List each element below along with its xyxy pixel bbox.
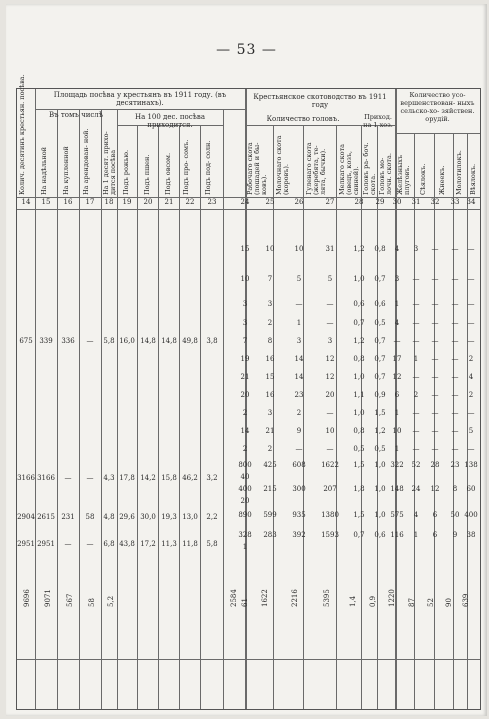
table-cell: 3 [242, 300, 248, 308]
table-cell: 8 [452, 485, 458, 493]
table-cell: — [451, 300, 459, 308]
table-cell: 60 [466, 485, 476, 493]
table-cell: 0,8 [374, 245, 386, 253]
table-cell: 30,0 [140, 513, 156, 521]
table-cell: — [467, 409, 475, 417]
table-cell: 2 [468, 391, 474, 399]
header-per-100: На 100 дес. посѣва приходится. [134, 113, 206, 129]
table-cell: 10 [240, 275, 250, 283]
totals-cell: 58 [88, 598, 96, 607]
column-number: 21 [164, 198, 174, 206]
statistics-table [16, 74, 481, 710]
table-cell: 0,7 [374, 373, 386, 381]
table-cell: 3 [267, 409, 273, 417]
table-cell: 40 [240, 473, 250, 481]
table-cell: — [412, 275, 420, 283]
table-cell: 3 [394, 275, 400, 283]
table-cell: 12 [430, 485, 440, 493]
table-cell: 14,8 [161, 337, 177, 345]
table-cell: — [326, 300, 334, 308]
column-number: 25 [265, 198, 275, 206]
table-cell: 2 [413, 391, 419, 399]
table-cell: 575 [390, 511, 404, 519]
table-cell: 336 [61, 337, 75, 345]
column-number: 30 [392, 198, 402, 206]
table-cell: 17,2 [140, 540, 156, 548]
table-cell: 400 [464, 511, 478, 519]
document-page [6, 4, 487, 716]
table-cell: 0,7 [374, 337, 386, 345]
table-cell: 0,6 [353, 300, 365, 308]
table-cell: — [451, 275, 459, 283]
header-sunflower: Подъ под- солн. [204, 140, 212, 195]
header-per-tithe: На 1 десят. прихо- дится посѣва [102, 131, 117, 195]
column-number: 31 [411, 198, 421, 206]
table-cell: — [467, 319, 475, 327]
table-cell: 1,5 [353, 461, 365, 469]
table-cell: 14,8 [140, 337, 156, 345]
header-oats: Подъ овсом. [164, 152, 172, 195]
header-reapers: Жнеекъ. [438, 165, 446, 195]
table-cell: 0,6 [374, 300, 386, 308]
table-cell: 23 [294, 391, 304, 399]
column-number: 28 [354, 198, 364, 206]
table-cell: — [467, 300, 475, 308]
table-cell: 14,2 [140, 474, 156, 482]
header-millet: Подъ про- сомъ. [182, 139, 190, 195]
table-cell: 2951 [17, 540, 35, 548]
table-cell: — [86, 474, 94, 482]
table-cell: 400 [238, 485, 252, 493]
table-cell: 2904 [17, 513, 35, 521]
column-number: 34 [466, 198, 476, 206]
totals-cell: 0,9 [369, 595, 377, 607]
table-cell: 2 [242, 409, 248, 417]
table-cell: — [451, 391, 459, 399]
header-seeders: Сѣялокъ. [419, 163, 427, 195]
table-cell: 9 [452, 531, 458, 539]
table-cell: 138 [464, 461, 478, 469]
table-cell: 300 [292, 485, 306, 493]
table-cell: 3 [267, 300, 273, 308]
totals-cell: 9696 [23, 589, 31, 607]
table-cell: 20 [325, 391, 335, 399]
table-cell: 1,0 [353, 409, 365, 417]
table-cell: 3 [327, 337, 333, 345]
table-cell: 2 [267, 319, 273, 327]
table-cell: 1380 [321, 511, 339, 519]
table-cell: 1,5 [374, 409, 386, 417]
table-cell: 2 [468, 355, 474, 363]
table-cell: 1 [413, 531, 419, 539]
totals-cell: 5,2 [107, 595, 115, 607]
table-cell: 38 [466, 531, 476, 539]
table-cell: 1,2 [374, 427, 386, 435]
table-cell: 3 [296, 337, 302, 345]
table-cell: 3166 [37, 474, 55, 482]
table-cell: 10 [294, 245, 304, 253]
table-cell: 0,8 [353, 427, 365, 435]
table-cell: — [431, 275, 439, 283]
table-cell: 2 [242, 445, 248, 453]
header-rye: Подъ рожью. [122, 149, 130, 195]
table-cell: 1,5 [353, 511, 365, 519]
table-cell: 148 [390, 485, 404, 493]
totals-cell: 2216 [291, 589, 299, 607]
table-cell: 12 [325, 373, 335, 381]
table-cell: 5 [327, 275, 333, 283]
table-cell: — [295, 300, 303, 308]
table-cell: 2615 [37, 513, 55, 521]
header-sown-area: Площадь посѣва у крестьянъ въ 1911 году. (въ десятинахъ). [53, 91, 227, 107]
table-cell: 14 [294, 355, 304, 363]
table-cell: 0,6 [374, 531, 386, 539]
totals-cell: 52 [427, 598, 435, 607]
column-number: 17 [85, 198, 95, 206]
table-cell: 3166 [17, 474, 35, 482]
table-cell: — [431, 300, 439, 308]
header-allotment: На надѣльной [40, 147, 48, 195]
table-cell: 3,8 [206, 337, 218, 345]
header-work-cattle: Рабочаго скота (лошадей и бы- ковъ). [246, 142, 268, 195]
table-cell: — [412, 300, 420, 308]
column-number: 27 [325, 198, 335, 206]
table-cell: 0,5 [374, 445, 386, 453]
table-cell: — [431, 445, 439, 453]
table-cell: 16,0 [119, 337, 135, 345]
totals-cell: 61 [241, 598, 249, 607]
table-cell: 1,2 [353, 245, 365, 253]
table-cell: 1,0 [374, 461, 386, 469]
column-number: 24 [240, 198, 250, 206]
header-cattle: Крестьянское скотоводство въ 1911 году [253, 93, 387, 109]
table-cell: — [451, 319, 459, 327]
table-cell: — [451, 445, 459, 453]
totals-cell: 5395 [323, 589, 331, 607]
table-cell: 1 [296, 319, 302, 327]
table-cell: — [64, 540, 72, 548]
table-cell: 12 [325, 355, 335, 363]
table-cell: 16 [265, 355, 275, 363]
table-cell: 0,7 [374, 355, 386, 363]
column-number: 19 [122, 198, 132, 206]
table-cell: 9 [296, 427, 302, 435]
table-cell: — [431, 337, 439, 345]
column-number: 29 [375, 198, 385, 206]
table-cell: — [451, 409, 459, 417]
table-cell: — [86, 540, 94, 548]
table-cell: — [412, 427, 420, 435]
table-cell: 1 [394, 445, 400, 453]
table-cell: 4,8 [103, 513, 115, 521]
table-cell: 31 [325, 245, 335, 253]
table-cell: 2 [267, 445, 273, 453]
table-cell: 5 [296, 275, 302, 283]
table-cell: 608 [292, 461, 306, 469]
table-cell: 890 [238, 511, 252, 519]
totals-cell: 1,4 [349, 595, 357, 607]
column-number: 14 [21, 198, 31, 206]
header-head-count: Количество головъ. [266, 115, 340, 123]
table-cell: 1,8 [353, 485, 365, 493]
table-cell: — [467, 245, 475, 253]
table-cell: 1,1 [353, 391, 365, 399]
table-cell: 23 [450, 461, 460, 469]
table-cell: 339 [39, 337, 53, 345]
totals-cell: 1220 [388, 589, 396, 607]
table-cell: 50 [450, 511, 460, 519]
table-cell: 2 [296, 409, 302, 417]
table-cell: 1 [394, 409, 400, 417]
table-cell: 0,7 [353, 531, 365, 539]
table-cell: 10 [325, 427, 335, 435]
table-cell: 46,2 [182, 474, 198, 482]
column-number: 32 [430, 198, 440, 206]
table-cell: 599 [263, 511, 277, 519]
table-cell: 12 [392, 373, 402, 381]
table-cell: 15 [240, 245, 250, 253]
table-cell: — [431, 409, 439, 417]
table-cell: 1622 [321, 461, 339, 469]
table-cell: 17 [392, 355, 402, 363]
table-cell: — [326, 319, 334, 327]
table-cell: 17,8 [119, 474, 135, 482]
table-cell: — [431, 355, 439, 363]
table-cell: 10 [265, 245, 275, 253]
column-number: 20 [143, 198, 153, 206]
table-cell: 29,6 [119, 513, 135, 521]
table-cell: 116 [390, 531, 404, 539]
totals-cell: 567 [66, 593, 74, 607]
table-cell: 4,3 [103, 474, 115, 482]
table-cell: — [431, 373, 439, 381]
table-cell: 800 [238, 461, 252, 469]
table-cell: 5 [468, 427, 474, 435]
table-cell: 14 [240, 427, 250, 435]
table-cell: — [451, 373, 459, 381]
table-cell: — [467, 275, 475, 283]
table-cell: 283 [263, 531, 277, 539]
table-cell: — [412, 409, 420, 417]
header-purchased: На купленной [62, 146, 70, 195]
totals-cell: 90 [445, 598, 453, 607]
totals-cell: 2584 [230, 589, 238, 607]
table-cell: 1,0 [374, 485, 386, 493]
table-cell: 1,0 [353, 373, 365, 381]
table-cell: 20 [240, 497, 250, 505]
table-cell: — [393, 337, 401, 345]
table-cell: — [412, 319, 420, 327]
table-cell: 0,5 [374, 319, 386, 327]
table-cell: 3 [413, 245, 419, 253]
table-cell: 11,3 [161, 540, 177, 548]
table-cell: — [412, 337, 420, 345]
table-cell: — [431, 245, 439, 253]
page-number: — 53 — [216, 42, 277, 58]
header-hh-work: Головъ ра- боч. скота. [362, 142, 377, 195]
table-cell: — [86, 337, 94, 345]
table-cell: 675 [19, 337, 33, 345]
table-cell: 4 [468, 373, 474, 381]
table-cell: 49,8 [182, 337, 198, 345]
totals-cell: 1622 [261, 589, 269, 607]
header-total-area: Колич. десятинъ крестьян. посѣва. [18, 74, 26, 195]
table-cell: 1593 [321, 531, 339, 539]
table-cell: — [467, 445, 475, 453]
table-cell: — [451, 427, 459, 435]
header-tools: Количество усо- вершенствован- ныхъ сельско-хо- зяйствен. орудій. [400, 91, 475, 123]
table-cell: 231 [61, 513, 75, 521]
totals-cell: 639 [462, 593, 470, 607]
table-cell: — [431, 391, 439, 399]
column-number: 18 [104, 198, 114, 206]
table-cell: 10 [392, 427, 402, 435]
table-cell: 1 [413, 355, 419, 363]
header-winnowers: Вѣялокъ. [469, 163, 477, 195]
table-cell: — [451, 337, 459, 345]
column-number: 16 [63, 198, 73, 206]
table-cell: 24 [411, 485, 421, 493]
column-number: 22 [185, 198, 195, 206]
header-small-cattle: Мелкаго скота (овецъ, козъ, свиней). [338, 143, 360, 195]
table-cell: 6 [394, 391, 400, 399]
table-cell: 5,8 [206, 540, 218, 548]
table-cell: — [431, 427, 439, 435]
table-cell: 6 [432, 531, 438, 539]
table-cell: 2,2 [206, 513, 218, 521]
table-cell: 14 [294, 373, 304, 381]
totals-cell: 87 [408, 598, 416, 607]
table-cell: 15,8 [161, 474, 177, 482]
table-cell: 328 [238, 531, 252, 539]
column-number: 26 [294, 198, 304, 206]
table-cell: 207 [323, 485, 337, 493]
table-cell: — [326, 409, 334, 417]
table-cell: — [467, 337, 475, 345]
table-cell: — [431, 319, 439, 327]
table-cell: 0,7 [374, 275, 386, 283]
totals-cell: 9071 [44, 589, 52, 607]
table-cell: 11,8 [182, 540, 198, 548]
table-cell: 43,8 [119, 540, 135, 548]
header-dairy-cattle: Молочнаго скота (коровъ). [275, 135, 290, 195]
table-cell: 425 [263, 461, 277, 469]
table-cell: 21 [265, 427, 275, 435]
table-cell: 28 [430, 461, 440, 469]
table-cell: 4 [413, 511, 419, 519]
table-cell: — [326, 445, 334, 453]
table-cell: 8 [267, 337, 273, 345]
table-cell: 15 [265, 373, 275, 381]
header-of-which: Въ томъ числѣ [49, 111, 103, 119]
table-cell: — [295, 445, 303, 453]
table-cell: 5,8 [103, 337, 115, 345]
header-rented: На арендован- ной. [82, 128, 90, 195]
table-cell: 1,0 [353, 275, 365, 283]
table-cell: 1 [242, 543, 248, 551]
table-cell: 20 [240, 391, 250, 399]
table-cell: 0,8 [353, 355, 365, 363]
table-cell: — [451, 245, 459, 253]
table-cell: 1,0 [374, 511, 386, 519]
table-cell: 6,8 [103, 540, 115, 548]
table-cell: 3 [242, 319, 248, 327]
table-cell: 6 [432, 511, 438, 519]
table-cell: 3,2 [206, 474, 218, 482]
header-threshers: Молотилокъ. [455, 150, 463, 195]
column-number: 23 [207, 198, 217, 206]
table-cell: — [412, 445, 420, 453]
table-cell: 52 [411, 461, 421, 469]
table-cell: 935 [292, 511, 306, 519]
table-cell: 16 [265, 391, 275, 399]
table-cell: — [64, 474, 72, 482]
table-cell: 322 [390, 461, 404, 469]
table-cell: 392 [292, 531, 306, 539]
table-cell: 4 [394, 319, 400, 327]
header-hh-dairy: Головъ мо- лочн. скота. [378, 153, 393, 195]
table-cell: 0,7 [353, 319, 365, 327]
table-cell: — [412, 373, 420, 381]
table-cell: 215 [263, 485, 277, 493]
table-cell: 21 [240, 373, 250, 381]
table-cell: — [451, 355, 459, 363]
column-number: 15 [41, 198, 51, 206]
table-cell: 1 [394, 300, 400, 308]
header-wheat: Подъ пшен. [143, 154, 151, 195]
table-cell: 4 [394, 245, 400, 253]
table-cell: 7 [242, 337, 248, 345]
table-cell: 19 [240, 355, 250, 363]
table-cell: 0,9 [374, 391, 386, 399]
table-cell: 1,2 [353, 337, 365, 345]
header-per-household: Приход. на 1 хоз. [363, 113, 393, 129]
table-cell: 58 [85, 513, 95, 521]
table-cell: 2951 [37, 540, 55, 548]
table-cell: 19,3 [161, 513, 177, 521]
table-cell: 0,5 [353, 445, 365, 453]
table-cell: 13,0 [182, 513, 198, 521]
header-young-cattle: Гуленаго скота (жеребята, те- лята, бычки). [305, 142, 327, 195]
table-cell: 7 [267, 275, 273, 283]
header-iron-ploughs: Желѣзныхъ плуговъ. [396, 154, 411, 195]
column-number: 33 [450, 198, 460, 206]
